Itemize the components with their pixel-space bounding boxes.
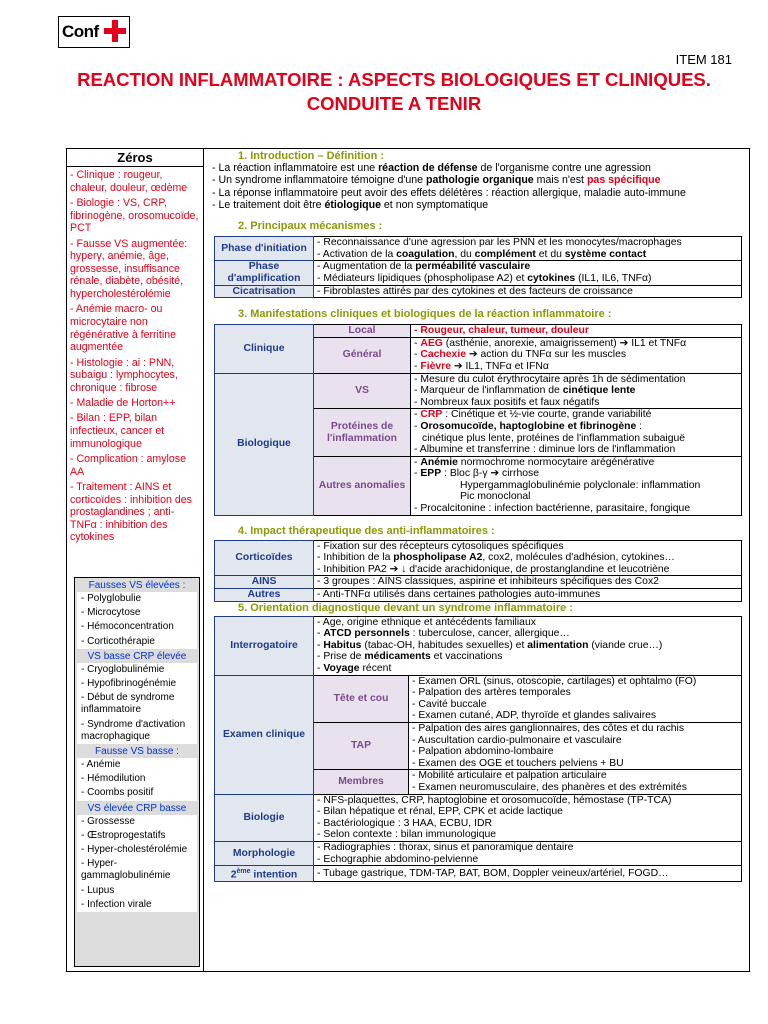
impact-table [214, 540, 742, 602]
content-frame [66, 148, 750, 972]
row-label: Corticoïdes [215, 540, 314, 576]
zeros-item: - Traitement : AINS et corticoïdes : inhibition des prostaglandines ; anti-TNFα : inhibition des cytokines [70, 481, 192, 544]
row-label: Examen clinique [215, 675, 314, 794]
page-title: REACTION INFLAMMATOIRE : ASPECTS BIOLOGIQUES ET CLINIQUES. CONDUITE A TENIR [77, 69, 711, 114]
group-item: - Hémoconcentration [77, 620, 197, 634]
intro-line: - La réaction inflammatoire est une réaction de défense de l'organisme contre une agression [212, 162, 651, 174]
table-row [215, 285, 742, 298]
red-cross-icon [104, 20, 126, 42]
mechanisms-table [214, 236, 742, 298]
row-content: - Anti-TNFα utilisés dans certaines pathologies auto-immunes [314, 589, 742, 602]
row-content: - AEG (asthénie, anorexie, amaigrissement) ➔ IL1 et TNFα - Cachexie ➔ action du TNFα sur les muscles - Fièvre ➔ IL1, TNFα et IFNα [411, 337, 742, 373]
zeros-column [67, 149, 204, 971]
row-content: - 3 groupes : AINS classiques, aspirine et inhibiteurs spécifiques des Cox2 [314, 576, 742, 589]
row-label: Phase d'amplification [215, 261, 314, 285]
row-content: - Radiographies : thorax, sinus et panoramique dentaire - Echographie abdomino-pelvienne [314, 841, 742, 865]
main-column [206, 149, 746, 882]
row-label: Clinique [215, 325, 314, 373]
table-row [215, 866, 742, 882]
table-row [215, 540, 742, 576]
group-item: - Début de syndrome inflammatoire [77, 691, 197, 717]
zeros-item: - Histologie : ai : PNN, subaigu : lymphocytes, chronique : fibrose [70, 356, 178, 394]
row-content: - Rougeur, chaleur, tumeur, douleur [411, 325, 742, 338]
conf-plus-logo [58, 16, 130, 48]
table-row [215, 325, 742, 338]
group-item: - Syndrome d'activation macrophagique [77, 718, 197, 744]
group-item: - Corticothérapie [77, 635, 197, 649]
table-row [215, 794, 742, 841]
sub-label: Autres anomalies [314, 456, 411, 515]
group-heading: Fausse VS basse : [95, 746, 179, 758]
group-item: - Lupus [77, 884, 197, 898]
section-heading: 2. Principaux mécanismes : [238, 220, 383, 233]
row-content: - NFS-plaquettes, CRP, haptoglobine et orosomucoïde, hémostase (TP-TCA) - Bilan hépatique et rénal, EPP, CPK et acide lactique - Bactériologique : 3 HAA, ECBU, IDR - Selon contexte : bilan immunologique [314, 794, 742, 841]
row-content: - Examen ORL (sinus, otoscopie, cartilages) et ophtalmo (FO) - Palpation des artères temporales - Cavité buccale - Examen cutané, ADP, thyroïde et glandes salivaires [409, 675, 742, 722]
zeros-heading: Zéros [67, 149, 203, 167]
vs-crp-box [74, 577, 200, 967]
row-content: - CRP : Cinétique et ½-vie courte, grande variabilité - Orosomucoïde, haptoglobine et fibrinogène : cinétique plus lente, protéines de l'inflammation subaiguë - Albumine et transferrine : diminue lors de l'inflammation [411, 409, 742, 456]
row-label: Biologique [215, 373, 314, 515]
group-item: - Polyglobulie [77, 592, 197, 606]
zeros-item: - Bilan : EPP, bilan infectieux, cancer et immunologique [70, 412, 165, 450]
group-heading: Fausses VS élevées : [88, 580, 186, 591]
table-row [215, 841, 742, 865]
section-heading: 3. Manifestations cliniques et biologiques de la réaction inflammatoire : [238, 308, 612, 321]
row-label: Interrogatoire [215, 616, 314, 675]
group-item: - Hypofibrinogénémie [77, 677, 197, 691]
row-label: Cicatrisation [215, 285, 314, 298]
row-label: Morphologie [215, 841, 314, 865]
sub-label: Tête et cou [314, 675, 409, 722]
group-item: - Anémie [77, 758, 197, 772]
zeros-list [67, 167, 203, 549]
table-row [215, 237, 742, 261]
group-item: - Infection virale [77, 898, 197, 912]
group-heading: VS élevée CRP basse [87, 802, 187, 814]
manifestations-table [214, 324, 742, 516]
row-label: Biologie [215, 794, 314, 841]
logo-text: Conf [62, 22, 99, 41]
sub-label: Protéines de l'inflammation [314, 409, 411, 456]
row-label: 2ème intention [215, 866, 314, 882]
zeros-item: - Complication : amylose AA [70, 453, 186, 478]
row-content: - Age, origine ethnique et antécédents familiaux - ATCD personnels : tuberculose, cancer, allergique… - Habitus (tabac-OH, habitudes sexuelles) et alimentation (viande crue…) - Prise de médicaments et vaccinations - Voyage récent [314, 616, 742, 675]
group-item: - Hyper-gammaglobulinémie [77, 857, 197, 883]
intro-text [206, 162, 746, 211]
row-content: - Tubage gastrique, TDM-TAP, BAT, BOM, Doppler veineux/artériel, FOGD… [314, 866, 742, 882]
zeros-item: - Fausse VS augmentée: hyperγ, anémie, âge, grossesse, insuffisance rénale, diabète, obésité, hypercholestérolémie [70, 237, 188, 300]
group-item: - Grossesse [77, 815, 197, 829]
table-row [215, 616, 742, 675]
section-heading: 5. Orientation diagnostique devant un syndrome inflammatoire : [238, 601, 573, 614]
row-label: Phase d'initiation [215, 237, 314, 261]
group-item: - Hyper-cholestérolémie [77, 843, 197, 857]
row-content: - Fixation sur des récepteurs cytosoliques spécifiques - Inhibition de la phospholipase A2, cox2, molécules d'adhésion, cytokines… - Inhibition PA2 ➔ ↓ d'acide arachidonique, de prostanglandine et leucotriène [314, 540, 742, 576]
group-item: - Microcytose [77, 606, 197, 620]
group-item: - Œstroprogestatifs [77, 829, 197, 843]
row-content: - Fibroblastes attirés par des cytokines et des facteurs de croissance [314, 285, 742, 298]
row-label: Autres [215, 589, 314, 602]
intro-line: - Un syndrome inflammatoire témoigne d'une pathologie organique mais n'est pas spécifique [212, 174, 661, 187]
table-row [215, 373, 742, 409]
row-content: - Mobilité articulaire et palpation articulaire - Examen neuromusculaire, des phanères et des extrémités [409, 770, 742, 794]
group-item: - Coombs positif [77, 786, 197, 800]
table-row [215, 589, 742, 602]
orientation-table [214, 616, 742, 883]
row-content: - Mesure du culot érythrocytaire après 1h de sédimentation - Marqueur de l'inflammation de cinétique lente - Nombreux faux positifs et faux négatifs [411, 373, 742, 409]
section-heading: 1. Introduction – Définition : [238, 150, 385, 162]
intro-line: - La réponse inflammatoire peut avoir des effets délétères : réaction allergique, maladie auto-immune [212, 186, 686, 199]
table-row [215, 576, 742, 589]
group-item: - Cryoglobulinémie [77, 663, 197, 677]
sub-label: Membres [314, 770, 409, 794]
sub-label: VS [314, 373, 411, 409]
row-content: - Palpation des aires ganglionnaires, des côtes et du rachis - Auscultation cardio-pulmonaire et vasculaire - Palpation abdomino-lombaire - Examen des OGE et touchers pelviens + BU [409, 722, 742, 769]
section-heading: 4. Impact thérapeutique des anti-inflammatoires : [238, 524, 495, 537]
zeros-item: - Clinique : rougeur, chaleur, douleur, œdème [70, 169, 188, 194]
group-heading: VS basse CRP élevée [87, 650, 187, 662]
zeros-item: - Anémie macro- ou microcytaire non régénérative à ferritine augmentée [70, 303, 176, 354]
zeros-item: - Biologie : VS, CRP, fibrinogène, orosomucoïde, PCT [70, 196, 199, 235]
zeros-item: - Maladie de Horton++ [70, 397, 176, 410]
sub-label: Général [314, 337, 411, 373]
sub-label: Local [314, 325, 411, 338]
intro-line: - Le traitement doit être étiologique et non symptomatique [212, 198, 489, 211]
sub-label: TAP [314, 722, 409, 769]
row-label: AINS [215, 576, 314, 589]
group-item: - Hémodilution [77, 772, 197, 786]
row-content: - Augmentation de la perméabilité vasculaire - Médiateurs lipidiques (phospholipase A2) et cytokines (IL1, IL6, TNFα) [314, 261, 742, 285]
table-row [215, 675, 742, 722]
row-content: - Anémie normochrome normocytaire arégénérative - EPP : Bloc β-γ ➔ cirrhose Hypergammaglobulinémie polyclonale: inflammation Pic monoclonal - Procalcitonine : infection bactérienne, parasitaire, fongique [411, 456, 742, 515]
table-row [215, 261, 742, 285]
item-number: ITEM 181 [675, 52, 732, 67]
row-content: - Reconnaissance d'une agression par les PNN et les monocytes/macrophages - Activation de la coagulation, du complément et du système contact [314, 237, 742, 261]
